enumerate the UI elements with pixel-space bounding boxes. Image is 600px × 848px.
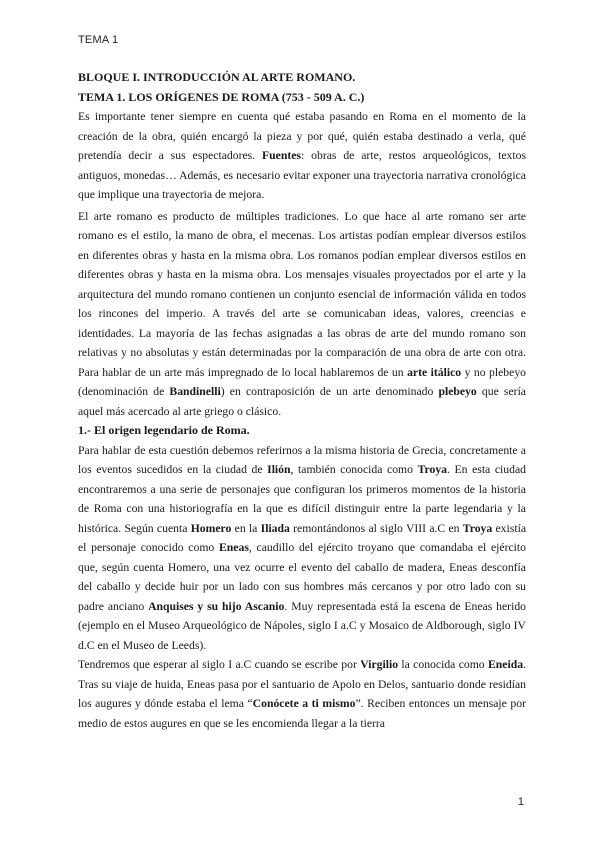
text-run: en la (231, 521, 261, 535)
text-run: , caudillo del ejército troyano que comandaba el ejército que, según cuenta Homero, una vez ocurre el evento del caballo de madera, Eneas desconfía del caballo y decide huir por un lado con sus hombres más cercanos y por otro lado con su padre anciano (78, 541, 526, 613)
text-run: El arte romano es producto de múltiples tradiciones. Lo que hace al arte romano ser arte romano es el estilo, la mano de obra, el mecenas. Los artistas podían emplear diversos estilos en diferentes obras y hasta en la misma obra. Los romanos podían emplear diversos estilos en diferentes obras y hasta en la misma obra. Los mensajes visuales proyectados por el arte y la arquitectura del mundo romano contienen un conjunto esencial de información válida en todos los rincones del imperio. A través del arte se comunicaban ideas, valores, creencias e identidades. La mayoría de las fechas asignadas a las obras de arte del mundo romano son relativas y no absolutas y están determinadas por la comparación de una obra de arte con otra. Para hablar de un arte más impregnado de lo local hablaremos de un (78, 209, 526, 379)
text-run: . En esta ciudad encontraremos a una serie de personajes que configuran los primeros momentos de la historia de Roma con una historiografía en la que es difícil distinguir entre la parte legendaria y la histórica. Según cuenta (78, 463, 526, 535)
text-run: existía el personaje conocido como (78, 521, 527, 554)
paragraph-troy (78, 441, 526, 656)
bold-run: Ilión (267, 463, 291, 476)
bold-run: Conócete a ti mismo (252, 697, 356, 710)
document-body (78, 68, 526, 733)
page-number: 1 (517, 796, 524, 808)
text-run: que sería aquel más acercado al arte griego o clásico. (78, 385, 526, 418)
bold-run: Fuentes (262, 149, 301, 162)
section-heading-legendary-origin: 1.- El origen legendario de Roma. (78, 423, 250, 437)
paragraph-roman-art (78, 207, 526, 422)
text-run: la conocida como (398, 658, 488, 671)
bold-run: plebeyo (438, 385, 477, 398)
bold-run: Homero (190, 521, 232, 535)
topic-title: TEMA 1. LOS ORÍGENES DE ROMA (753 - 509 A. C.) (78, 89, 365, 104)
text-run: ) en contraposición de un arte denominado (220, 385, 439, 398)
text-run: : obras de arte, restos arqueológicos, textos antiguos, monedas… Además, es necesario evitar exponer una trayectoria narrativa cronológica que implique una trayectoria de mejora. (78, 149, 527, 201)
paragraph-eneida (78, 655, 526, 733)
bold-run: Iliada (260, 521, 290, 535)
bold-run: Troya (462, 521, 493, 535)
text-run: Es importante tener siempre en cuenta qué estaba pasando en Roma en el momento de la creación de la obra, quién encargó la pieza y por qué, quién estaba destinado a verla, qué pretendía decir a sus espectadores. (78, 110, 526, 162)
bold-run: Anquises y su hijo Ascanio (148, 599, 285, 613)
running-header: TEMA 1 (78, 34, 119, 46)
text-run: Para hablar de esta cuestión debemos referirnos a la misma historia de Grecia, concretamente a los eventos sucedidos en la ciudad de (78, 443, 526, 476)
text-run: , también conocida como (290, 463, 418, 476)
paragraph-sources (78, 107, 526, 205)
bold-run: Virgilio (360, 658, 399, 671)
bold-run: arte itálico (407, 365, 462, 379)
text-run: y no plebeyo (denominación de (78, 365, 527, 398)
text-run: . Tras su viaje de huida, Eneas pasa por el santuario de Apolo en Delos, santuario donde residían los augures y dónde estaba el lema “ (78, 658, 526, 710)
bold-run: Eneas (219, 541, 249, 554)
text-run: remontándonos al siglo VIII a.C en (289, 521, 463, 535)
text-run: . Muy representada está la escena de Eneas herido (ejemplo en el Museo Arqueológico de Nápoles, siglo I a.C y Mosaico de Aldborough, siglo IV d.C en el Museo de Leeds). (78, 599, 527, 652)
bold-run: Bandinelli (169, 385, 221, 398)
text-run: Tendremos que esperar al siglo I a.C cuando se escribe por (78, 658, 361, 671)
text-run: ”. Reciben entonces un mensaje por medio de estos augures en que se les encomienda llegar a la tierra (78, 697, 526, 730)
block-title: BLOQUE I. INTRODUCCIÓN AL ARTE ROMANO. (78, 70, 356, 84)
bold-run: Troya (417, 463, 448, 476)
bold-run: Eneida (488, 658, 524, 671)
